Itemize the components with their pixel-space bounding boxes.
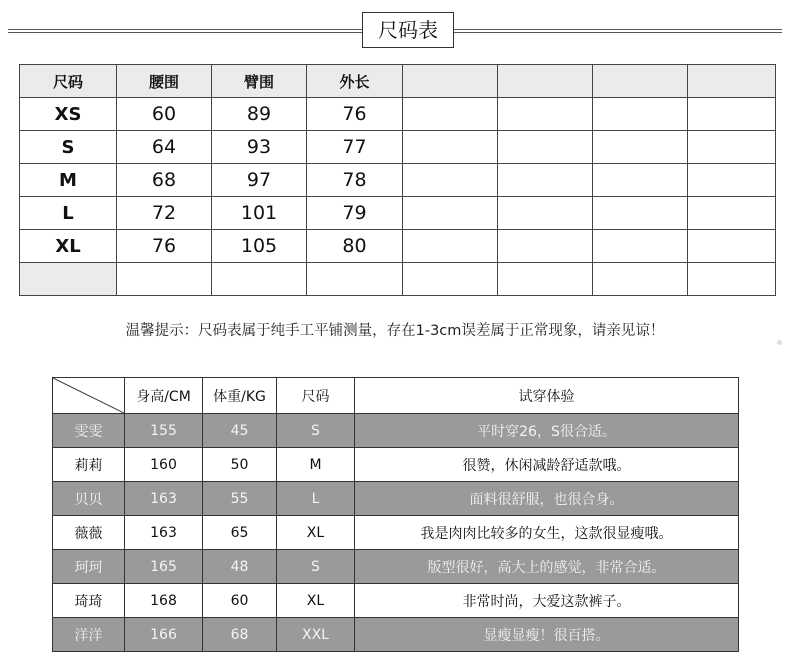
header-length: 外长: [307, 65, 403, 98]
fit-row: [53, 482, 739, 516]
length-cell: 79: [307, 197, 403, 230]
size-cell: L: [20, 197, 117, 230]
empty-cell: [403, 263, 498, 296]
length-cell: 78: [307, 164, 403, 197]
empty-cell: [688, 197, 776, 230]
weight-cell: 45: [203, 414, 277, 448]
fit-row: [53, 584, 739, 618]
arm-cell: 105: [212, 230, 307, 263]
size-chart-table: [19, 64, 776, 296]
header-experience: 试穿体验: [355, 378, 739, 414]
empty-cell: [593, 197, 688, 230]
height-cell: 155: [125, 414, 203, 448]
size-row: [20, 230, 776, 263]
empty-cell: [498, 98, 593, 131]
header-empty: [498, 65, 593, 98]
empty-cell: [688, 263, 776, 296]
title-rule-right: [454, 29, 782, 33]
size-cell: XL: [20, 230, 117, 263]
name-cell: 琦琦: [53, 584, 125, 618]
empty-cell: [20, 263, 117, 296]
arm-cell: 89: [212, 98, 307, 131]
empty-cell: [688, 98, 776, 131]
comment-cell: 版型很好，高大上的感觉，非常合适。: [355, 550, 739, 584]
comment-cell: 很赞，休闲减龄舒适款哦。: [355, 448, 739, 482]
size-row: [20, 164, 776, 197]
empty-cell: [498, 197, 593, 230]
fit-row: [53, 618, 739, 652]
empty-cell: [403, 98, 498, 131]
name-cell: 珂珂: [53, 550, 125, 584]
fit-row: [53, 414, 739, 448]
empty-cell: [117, 263, 212, 296]
empty-cell: [688, 131, 776, 164]
comment-cell: 平时穿26，S很合适。: [355, 414, 739, 448]
name-cell: 洋洋: [53, 618, 125, 652]
header-arm: 臂围: [212, 65, 307, 98]
height-cell: 166: [125, 618, 203, 652]
measurement-note: 温馨提示：尺码表属于纯手工平铺测量，存在1-3cm误差属于正常现象，请亲见谅！: [125, 323, 665, 339]
empty-cell: [498, 263, 593, 296]
header-size: 尺码: [277, 378, 355, 414]
diagonal-header-cell: [53, 378, 125, 414]
empty-cell: [593, 230, 688, 263]
size-cell: XL: [277, 516, 355, 550]
height-cell: 160: [125, 448, 203, 482]
size-cell: M: [277, 448, 355, 482]
height-cell: 168: [125, 584, 203, 618]
size-cell: XS: [20, 98, 117, 131]
waist-cell: 72: [117, 197, 212, 230]
length-cell: 77: [307, 131, 403, 164]
size-table-header: [20, 65, 776, 98]
header-weight: 体重/KG: [203, 378, 277, 414]
weight-cell: 60: [203, 584, 277, 618]
arm-cell: 93: [212, 131, 307, 164]
height-cell: 163: [125, 482, 203, 516]
size-cell: L: [277, 482, 355, 516]
waist-cell: 76: [117, 230, 212, 263]
header-height: 身高/CM: [125, 378, 203, 414]
size-cell: S: [277, 414, 355, 448]
empty-cell: [688, 164, 776, 197]
arm-cell: 97: [212, 164, 307, 197]
title-rule-left: [8, 29, 362, 33]
header-empty: [688, 65, 776, 98]
empty-cell: [593, 131, 688, 164]
fit-row: [53, 516, 739, 550]
weight-cell: 65: [203, 516, 277, 550]
name-cell: 雯雯: [53, 414, 125, 448]
weight-cell: 68: [203, 618, 277, 652]
name-cell: 贝贝: [53, 482, 125, 516]
size-cell: M: [20, 164, 117, 197]
empty-cell: [688, 230, 776, 263]
size-row: [20, 98, 776, 131]
size-cell: S: [20, 131, 117, 164]
fit-table-header: [53, 378, 739, 414]
name-cell: 薇薇: [53, 516, 125, 550]
weight-cell: 55: [203, 482, 277, 516]
arm-cell: 101: [212, 197, 307, 230]
waist-cell: 68: [117, 164, 212, 197]
empty-cell: [593, 98, 688, 131]
comment-cell: 显瘦显瘦！很百搭。: [355, 618, 739, 652]
empty-cell: [593, 164, 688, 197]
fit-row: [53, 550, 739, 584]
header-size: 尺码: [20, 65, 117, 98]
fitting-experience-table: [52, 377, 739, 652]
empty-cell: [593, 263, 688, 296]
weight-cell: 50: [203, 448, 277, 482]
header-empty: [403, 65, 498, 98]
size-cell: XXL: [277, 618, 355, 652]
page-title: 尺码表: [362, 12, 454, 48]
waist-cell: 64: [117, 131, 212, 164]
size-cell: XL: [277, 584, 355, 618]
empty-cell: [403, 131, 498, 164]
fit-row: [53, 448, 739, 482]
height-cell: 163: [125, 516, 203, 550]
empty-cell: [403, 197, 498, 230]
weight-cell: 48: [203, 550, 277, 584]
length-cell: 80: [307, 230, 403, 263]
comment-cell: 非常时尚，大爱这款裤子。: [355, 584, 739, 618]
size-row: [20, 197, 776, 230]
title-section: [0, 12, 790, 48]
waist-cell: 60: [117, 98, 212, 131]
header-waist: 腰围: [117, 65, 212, 98]
empty-cell: [498, 131, 593, 164]
comment-cell: 我是肉肉比较多的女生，这款很显瘦哦。: [355, 516, 739, 550]
empty-cell: [498, 230, 593, 263]
header-empty: [593, 65, 688, 98]
diagonal-line: [53, 378, 124, 413]
empty-cell: [498, 164, 593, 197]
length-cell: 76: [307, 98, 403, 131]
empty-cell: [307, 263, 403, 296]
size-row: [20, 131, 776, 164]
decorative-dot: [777, 340, 782, 345]
comment-cell: 面料很舒服，也很合身。: [355, 482, 739, 516]
height-cell: 165: [125, 550, 203, 584]
name-cell: 莉莉: [53, 448, 125, 482]
empty-cell: [212, 263, 307, 296]
empty-cell: [403, 230, 498, 263]
size-cell: S: [277, 550, 355, 584]
size-row-blank: [20, 263, 776, 296]
empty-cell: [403, 164, 498, 197]
